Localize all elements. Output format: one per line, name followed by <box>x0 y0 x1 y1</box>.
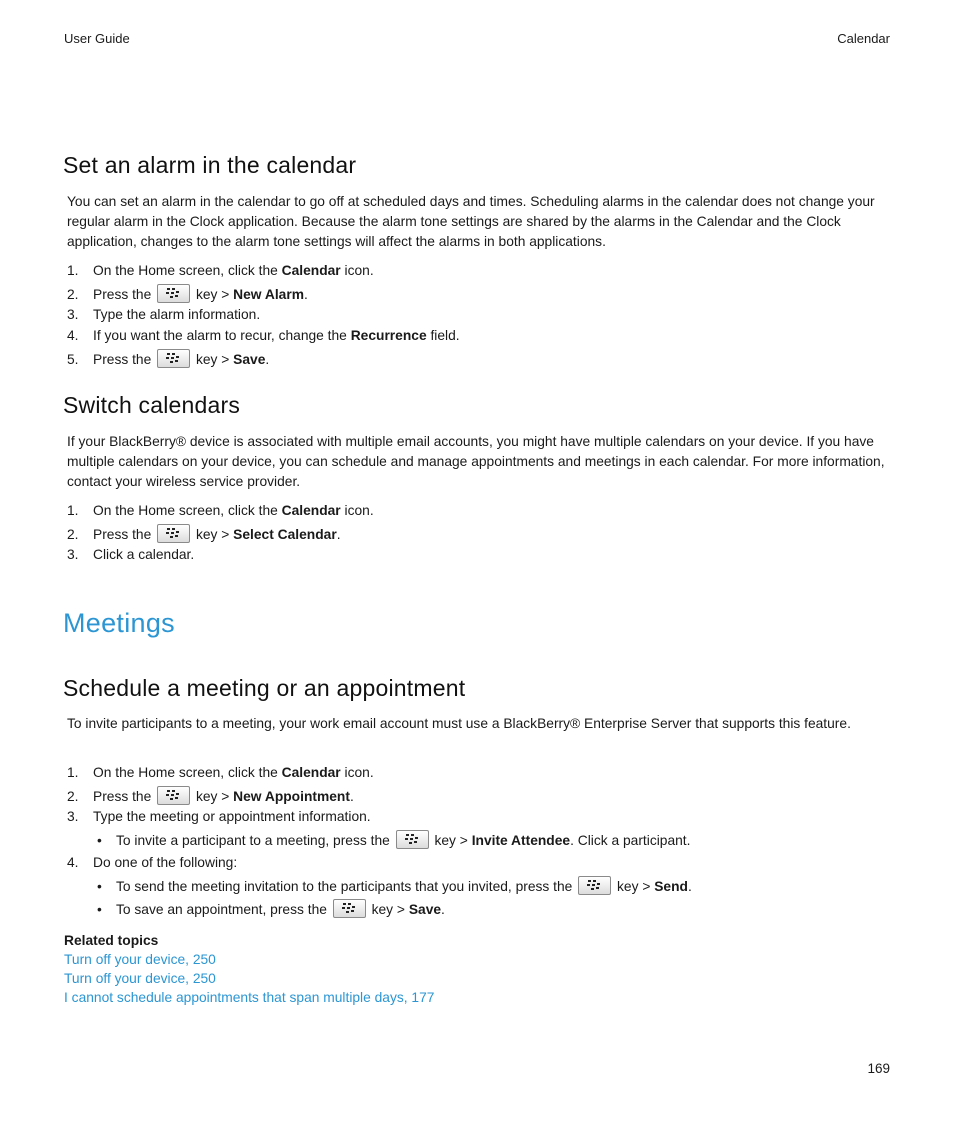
switch-step-2: 2. Press the key > Select Calendar. <box>67 524 341 544</box>
alarm-step-3: 3. Type the alarm information. <box>67 307 261 322</box>
schedule-step-1: 1. On the Home screen, click the Calendar icon. <box>67 765 374 780</box>
running-header-right: Calendar <box>837 31 890 46</box>
menu-key-icon <box>333 899 366 918</box>
schedule-step-3: 3. Type the meeting or appointment information. <box>67 809 371 824</box>
schedule-intro: To invite participants to a meeting, your work email account must use a BlackBerry® Enterprise Server that supports this feature. <box>67 716 851 731</box>
running-header-left: User Guide <box>64 31 130 46</box>
menu-key-icon <box>157 284 190 303</box>
page-number: 169 <box>867 1061 890 1076</box>
related-link-turn-off-device[interactable]: Turn off your device, 250 <box>64 952 216 967</box>
schedule-step-2: 2. Press the key > New Appointment. <box>67 786 354 806</box>
menu-key-icon <box>578 876 611 895</box>
alarm-intro: You can set an alarm in the calendar to go off at scheduled days and times. Scheduling alarms in the calendar does not change your regular alarm in the Clock application. Because the alarm tone settings are shared by the alarms in the Calendar and the Clock application, changes to the alarm tone settings will affect the alarms in both applications. <box>67 194 875 249</box>
alarm-step-4: 4. If you want the alarm to recur, change the Recurrence field. <box>67 328 460 343</box>
switch-intro: If your BlackBerry® device is associated with multiple email accounts, you might have multiple calendars on your device. If you have multiple calendars on your device, you can schedule and manage appointments and meetings in each calendar. For more information, contact your wireless service provider. <box>67 434 885 489</box>
menu-key-icon <box>157 524 190 543</box>
schedule-step-3-bullet-1: • To invite a participant to a meeting, press the key > Invite Attendee. Click a participant. <box>97 830 690 850</box>
menu-key-icon <box>157 349 190 368</box>
section-title-switch-calendars: Switch calendars <box>63 392 241 418</box>
section-title-set-alarm: Set an alarm in the calendar <box>63 152 357 178</box>
switch-step-1: 1. On the Home screen, click the Calendar icon. <box>67 503 374 518</box>
menu-key-icon <box>157 786 190 805</box>
section-title-schedule-meeting: Schedule a meeting or an appointment <box>63 675 466 701</box>
schedule-step-4-bullet-1: • To send the meeting invitation to the participants that you invited, press the key > Send. <box>97 876 692 896</box>
switch-step-3: 3. Click a calendar. <box>67 547 195 562</box>
related-link-turn-off-device-2[interactable]: Turn off your device, 250 <box>64 971 216 986</box>
alarm-step-1: 1. On the Home screen, click the Calendar icon. <box>67 263 374 278</box>
alarm-step-5: 5. Press the key > Save. <box>67 349 269 369</box>
schedule-step-4: 4. Do one of the following: <box>67 855 238 870</box>
schedule-step-4-bullet-2: • To save an appointment, press the key > Save. <box>97 899 445 919</box>
related-topics-heading: Related topics <box>64 933 159 948</box>
alarm-step-2: 2. Press the key > New Alarm. <box>67 284 308 304</box>
menu-key-icon <box>396 830 429 849</box>
chapter-title-meetings: Meetings <box>63 608 175 638</box>
related-link-span-multiple-days[interactable]: I cannot schedule appointments that span multiple days, 177 <box>64 990 435 1005</box>
